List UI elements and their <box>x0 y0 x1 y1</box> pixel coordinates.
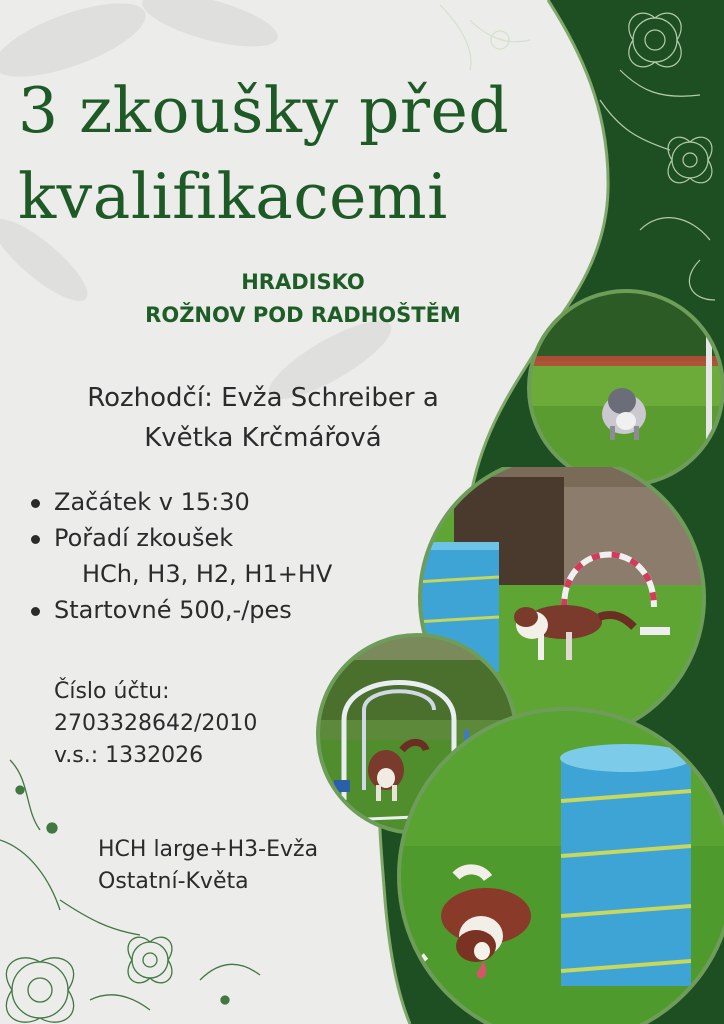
info-list <box>30 484 332 628</box>
list-item <box>30 592 332 628</box>
account-label: Číslo účtu: <box>54 679 170 704</box>
bullet-icon <box>31 535 40 544</box>
title-line-1: 3 zkoušky před <box>18 74 510 147</box>
assignment-line-2: Ostatní-Květa <box>98 869 249 894</box>
venue-line-1: HRADISKO <box>241 270 365 294</box>
entry-fee: Startovné 500,-/pes <box>54 596 292 624</box>
judges-line-2: Květka Krčmářová <box>144 423 382 453</box>
judge-assignment <box>98 834 318 898</box>
list-item <box>30 484 332 520</box>
order-label: Pořadí zkoušek <box>54 524 234 552</box>
assignment-line-1: HCH large+H3-Evža <box>98 837 319 862</box>
venue <box>0 266 606 332</box>
list-item <box>30 520 332 592</box>
page-title <box>18 68 509 240</box>
account-info <box>54 676 257 772</box>
variable-symbol: v.s.: 1332026 <box>54 743 204 768</box>
judges-line-1: Rozhodčí: Evža Schreiber a <box>87 383 439 413</box>
bullet-icon <box>31 607 40 616</box>
bullet-icon <box>31 499 40 508</box>
photo-dog-running-1 <box>526 286 724 490</box>
title-line-2: kvalifikacemi <box>18 160 448 233</box>
order-value: HCh, H3, H2, H1+HV <box>82 560 333 588</box>
account-number: 2703328642/2010 <box>54 711 258 736</box>
judges <box>28 378 498 458</box>
start-time: Začátek v 15:30 <box>54 488 250 516</box>
photo-dog-tunnel <box>386 706 724 1024</box>
venue-line-2: ROŽNOV POD RADHOŠTĚM <box>145 303 461 327</box>
